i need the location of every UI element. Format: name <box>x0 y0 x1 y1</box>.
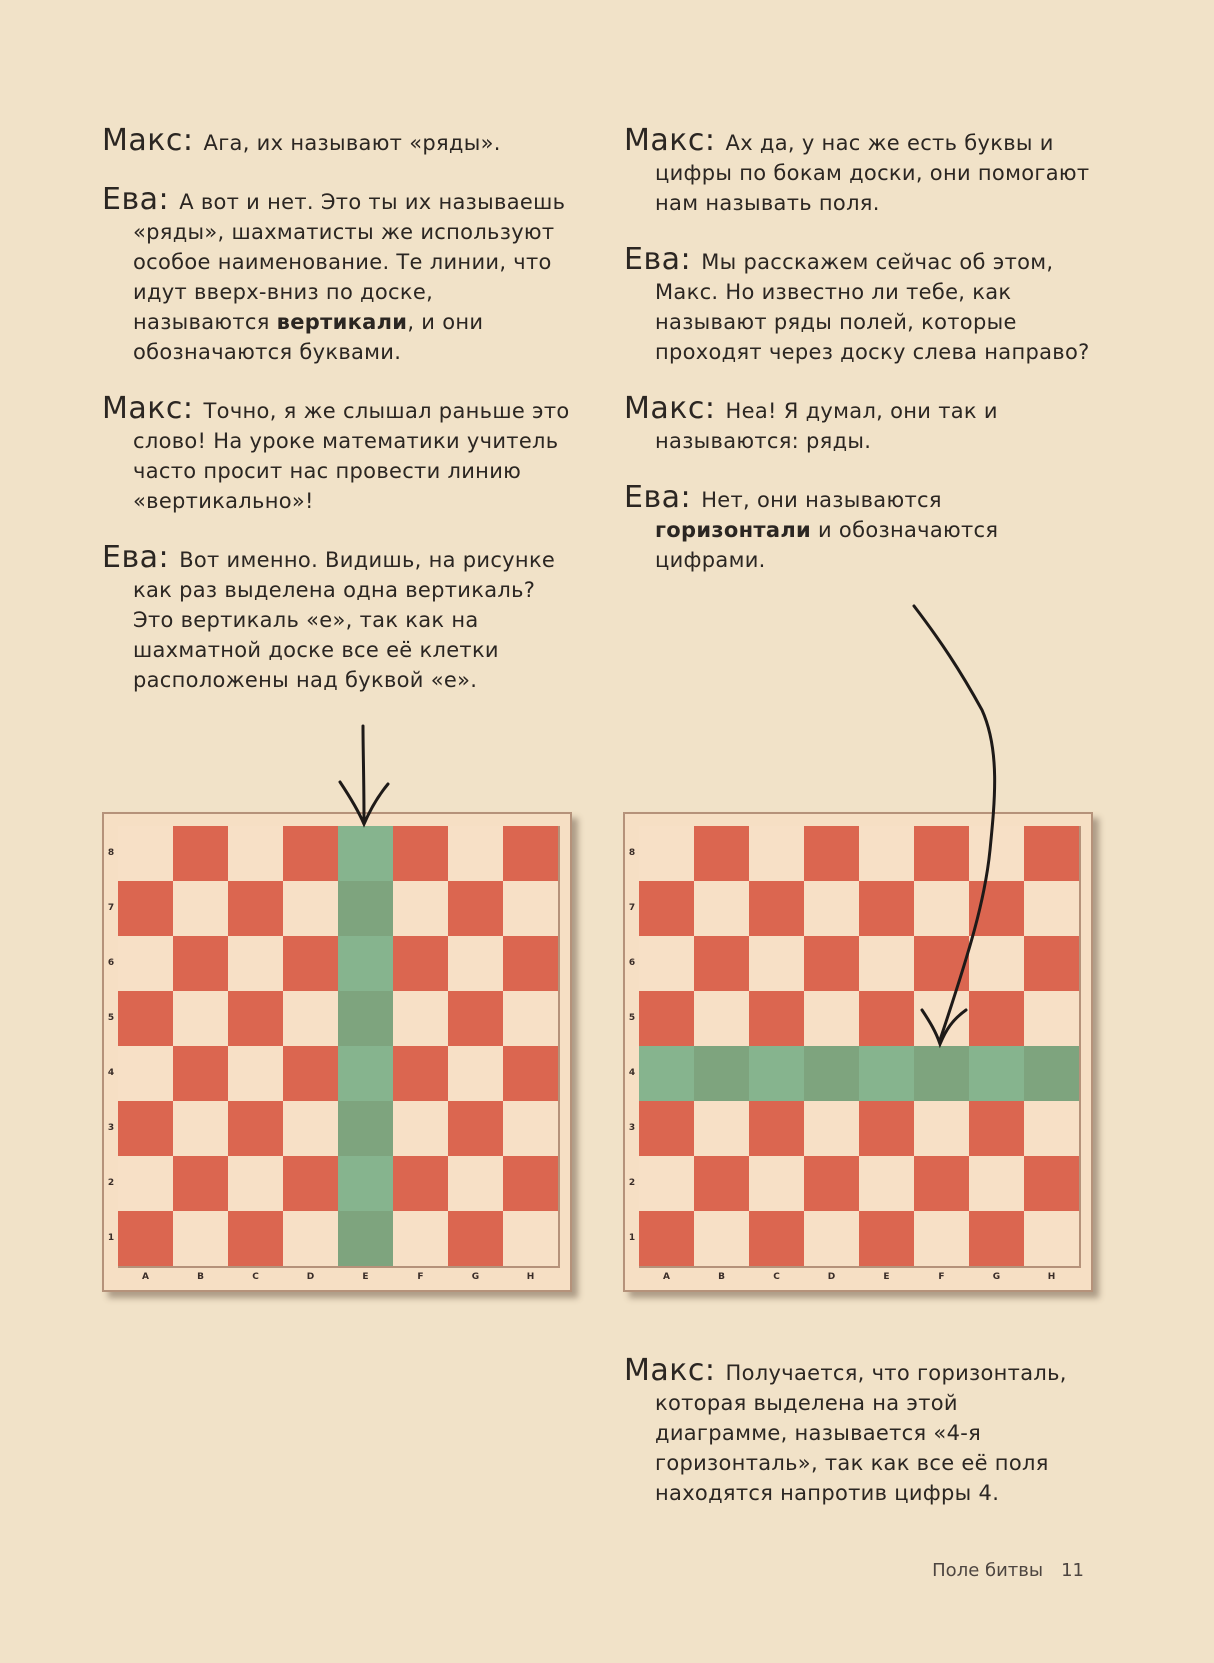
board-square <box>503 1101 558 1156</box>
board-square <box>283 1156 338 1211</box>
board-square <box>749 1101 804 1156</box>
speech-fragment: Неа! Я думал, они так и называются: ряды. <box>655 399 998 453</box>
file-label: E <box>883 1272 890 1282</box>
speech-text <box>133 548 555 692</box>
chessboard-vertical-e <box>102 812 572 1292</box>
board-square <box>859 1211 914 1266</box>
board-square <box>228 991 283 1046</box>
board-square <box>804 991 859 1046</box>
file-label: A <box>663 1272 670 1282</box>
board-square <box>639 991 694 1046</box>
board-square <box>503 1211 558 1266</box>
board-square <box>804 826 859 881</box>
board-square <box>228 1156 283 1211</box>
speaker-name: Макс : <box>624 391 726 426</box>
dialogue-line <box>102 391 572 516</box>
dialogue-line <box>624 1353 1094 1508</box>
rank-label: 8 <box>107 848 115 858</box>
board-square <box>1024 991 1079 1046</box>
board-square <box>393 1101 448 1156</box>
board-grid <box>639 826 1081 1268</box>
board-square <box>969 1156 1024 1211</box>
board-square <box>173 1046 228 1101</box>
speech-fragment: и обозначаются цифрами. <box>655 518 999 572</box>
board-square <box>173 991 228 1046</box>
board-square <box>448 1211 503 1266</box>
file-label: F <box>417 1272 424 1282</box>
speech-text <box>655 488 998 572</box>
board-square <box>804 1101 859 1156</box>
board-square <box>173 1101 228 1156</box>
highlighted-square <box>338 1156 393 1211</box>
board-square <box>228 881 283 936</box>
board-square <box>448 991 503 1046</box>
board-square <box>749 936 804 991</box>
file-label: G <box>992 1272 1001 1282</box>
highlighted-square <box>338 1101 393 1156</box>
board-square <box>228 1211 283 1266</box>
speaker-name: Макс : <box>624 1353 726 1388</box>
board-square <box>749 1156 804 1211</box>
dialogue-line <box>624 242 1094 367</box>
rank-label: 1 <box>107 1233 115 1243</box>
board-square <box>448 936 503 991</box>
speech-fragment: Точно, я же слышал раньше это слово! На уроке математики учитель часто просит нас провести линию «вертикально»! <box>133 399 570 513</box>
board-square <box>173 936 228 991</box>
highlighted-square <box>338 1211 393 1266</box>
board-square <box>173 1211 228 1266</box>
board-square <box>503 991 558 1046</box>
speech-fragment: , и они обозначаются буквами. <box>133 310 484 364</box>
board-square <box>393 1046 448 1101</box>
file-label: B <box>718 1272 725 1282</box>
rank-label: 5 <box>107 1013 115 1023</box>
board-square <box>118 881 173 936</box>
board-square <box>859 1101 914 1156</box>
board-square <box>1024 1211 1079 1266</box>
board-square <box>503 826 558 881</box>
board-square <box>283 1046 338 1101</box>
term-bold: горизонтали <box>655 518 812 542</box>
board-square <box>173 1156 228 1211</box>
footer-title: Поле битвы <box>932 1560 1044 1581</box>
speech-fragment: Мы расскажем сейчас об этом, Макс. Но известно ли тебе, как называют ряды полей, которые проходят через доску слева направо? <box>655 250 1090 364</box>
board-square <box>694 991 749 1046</box>
rank-label: 4 <box>107 1068 115 1078</box>
board-square <box>694 936 749 991</box>
board-square <box>804 936 859 991</box>
board-square <box>448 1046 503 1101</box>
board-square <box>639 881 694 936</box>
board-square <box>914 1156 969 1211</box>
board-square <box>749 881 804 936</box>
board-square <box>228 1101 283 1156</box>
rank-label: 2 <box>107 1178 115 1188</box>
highlighted-square <box>914 1046 969 1101</box>
board-square <box>393 1156 448 1211</box>
board-grid <box>118 826 560 1268</box>
highlighted-square <box>1024 1046 1079 1101</box>
speaker-name: Ева : <box>624 480 701 515</box>
page-footer <box>932 1560 1084 1581</box>
board-square <box>639 936 694 991</box>
highlighted-square <box>338 881 393 936</box>
left-dialogue-column <box>102 123 572 722</box>
board-square <box>639 1156 694 1211</box>
speech-fragment: Ах да, у нас же есть буквы и цифры по бокам доски, они помогают нам называть поля. <box>655 131 1090 215</box>
file-label: F <box>938 1272 945 1282</box>
board-square <box>969 1101 1024 1156</box>
rank-label: 2 <box>628 1178 636 1188</box>
highlighted-square <box>694 1046 749 1101</box>
board-square <box>969 1211 1024 1266</box>
board-square <box>639 826 694 881</box>
board-square <box>1024 826 1079 881</box>
file-label: B <box>197 1272 204 1282</box>
file-label: H <box>526 1272 535 1282</box>
board-square <box>448 826 503 881</box>
term-bold: вертикали <box>276 310 408 334</box>
speaker-name: Ева : <box>102 540 179 575</box>
board-square <box>503 1046 558 1101</box>
bottom-dialogue-column <box>624 1353 1094 1535</box>
board-square <box>283 1211 338 1266</box>
board-square <box>393 1211 448 1266</box>
board-square <box>118 991 173 1046</box>
page-number: 11 <box>1061 1560 1084 1581</box>
board-square <box>503 936 558 991</box>
board-square <box>694 1156 749 1211</box>
file-label: D <box>306 1272 315 1282</box>
board-square <box>448 1156 503 1211</box>
board-square <box>118 826 173 881</box>
highlighted-square <box>338 936 393 991</box>
board-square <box>448 881 503 936</box>
board-square <box>804 881 859 936</box>
speaker-name: Макс : <box>102 391 204 426</box>
file-label: E <box>362 1272 369 1282</box>
highlighted-square <box>338 1046 393 1101</box>
rank-label: 4 <box>628 1068 636 1078</box>
board-square <box>228 936 283 991</box>
board-square <box>804 1211 859 1266</box>
rank-label: 3 <box>628 1123 636 1133</box>
highlighted-square <box>338 991 393 1046</box>
board-square <box>118 1046 173 1101</box>
board-square <box>694 881 749 936</box>
board-square <box>914 1211 969 1266</box>
board-square <box>503 881 558 936</box>
board-square <box>393 881 448 936</box>
highlighted-square <box>969 1046 1024 1101</box>
file-label: A <box>142 1272 149 1282</box>
speech-fragment: Вот именно. Видишь, на рисунке как раз выделена одна вертикаль? Это вертикаль «е», так как на шахматной доске все её клетки расположены над буквой «е». <box>133 548 556 692</box>
arrow-down-icon <box>330 722 410 842</box>
board-square <box>393 991 448 1046</box>
rank-label: 8 <box>628 848 636 858</box>
board-square <box>639 1101 694 1156</box>
file-label: C <box>773 1272 780 1282</box>
dialogue-line <box>102 182 572 367</box>
curved-arrow-icon <box>900 600 1010 1050</box>
dialogue-line <box>624 480 1094 575</box>
file-label: D <box>827 1272 836 1282</box>
board-square <box>749 1211 804 1266</box>
rank-label: 6 <box>628 958 636 968</box>
board-square <box>283 881 338 936</box>
speaker-name: Макс : <box>102 123 204 158</box>
dialogue-line <box>624 391 1094 456</box>
board-square <box>1024 1101 1079 1156</box>
speech-text <box>204 131 501 155</box>
board-square <box>283 1101 338 1156</box>
board-square <box>228 826 283 881</box>
rank-label: 1 <box>628 1233 636 1243</box>
board-square <box>749 826 804 881</box>
highlighted-square <box>859 1046 914 1101</box>
board-square <box>393 936 448 991</box>
board-square <box>694 1211 749 1266</box>
board-square <box>283 936 338 991</box>
rank-label: 7 <box>107 903 115 913</box>
board-square <box>118 936 173 991</box>
board-square <box>228 1046 283 1101</box>
file-label: H <box>1047 1272 1056 1282</box>
board-square <box>118 1211 173 1266</box>
speech-text <box>655 250 1090 364</box>
board-square <box>859 1156 914 1211</box>
speaker-name: Ева : <box>102 182 179 217</box>
board-square <box>1024 1156 1079 1211</box>
board-square <box>914 1101 969 1156</box>
dialogue-line <box>102 123 572 158</box>
board-square <box>118 1156 173 1211</box>
board-square <box>283 991 338 1046</box>
board-square <box>503 1156 558 1211</box>
board-square <box>173 881 228 936</box>
file-label: G <box>471 1272 480 1282</box>
file-label: C <box>252 1272 259 1282</box>
board-square <box>173 826 228 881</box>
board-square <box>694 1101 749 1156</box>
board-square <box>804 1156 859 1211</box>
speech-fragment: А вот и нет. Это ты их называешь «ряды», шахматисты же используют особое наименование. Те линии, что идут вверх-вниз по доске, называются <box>133 190 566 334</box>
board-square <box>1024 936 1079 991</box>
rank-label: 7 <box>628 903 636 913</box>
board-square <box>749 991 804 1046</box>
chessboard-horizontal-4 <box>623 812 1093 1292</box>
board-square <box>1024 881 1079 936</box>
rank-label: 5 <box>628 1013 636 1023</box>
speech-fragment: Нет, они называются <box>701 488 942 512</box>
speech-text <box>133 190 565 364</box>
board-square <box>448 1101 503 1156</box>
speech-fragment: Получается, что горизонталь, которая выделена на этой диаграмме, называется «4-я горизонталь», так как все её поля находятся напротив цифры 4. <box>655 1361 1067 1505</box>
board-square <box>118 1101 173 1156</box>
highlighted-square <box>639 1046 694 1101</box>
speech-fragment: Ага, их называют «ряды». <box>203 131 501 155</box>
right-dialogue-column <box>624 123 1094 602</box>
board-square <box>694 826 749 881</box>
highlighted-square <box>804 1046 859 1101</box>
rank-label: 3 <box>107 1123 115 1133</box>
speaker-name: Ева : <box>624 242 701 277</box>
rank-label: 6 <box>107 958 115 968</box>
dialogue-line <box>624 123 1094 218</box>
board-square <box>639 1211 694 1266</box>
highlighted-square <box>749 1046 804 1101</box>
speaker-name: Макс : <box>624 123 726 158</box>
dialogue-line <box>102 540 572 695</box>
